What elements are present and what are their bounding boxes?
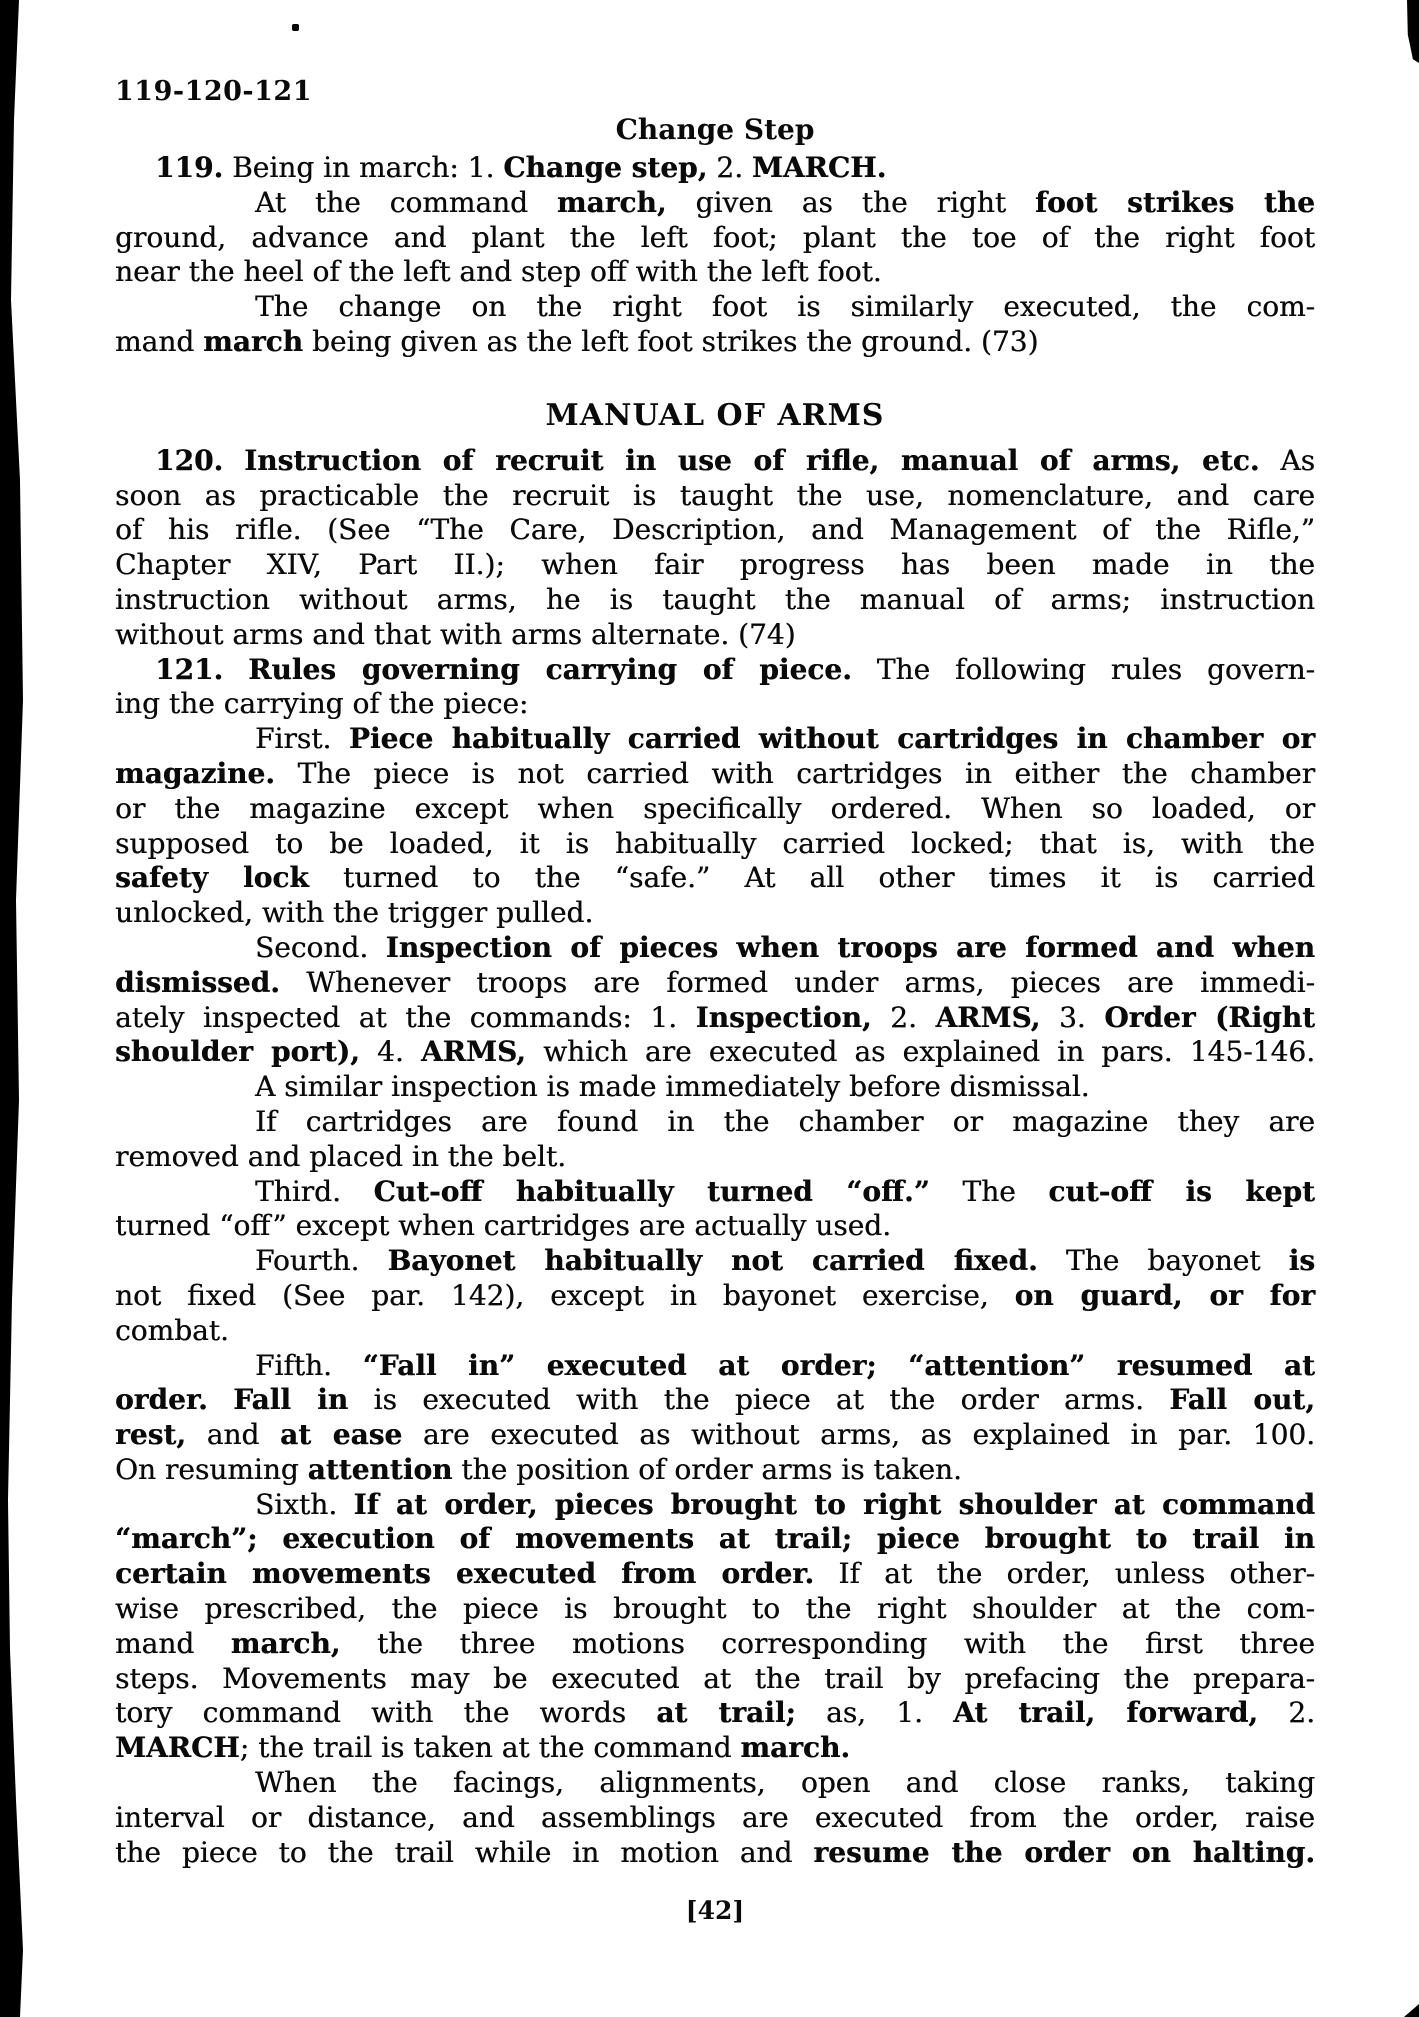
bold-text: If at order, pieces brought to right shoulder at command [353,1487,1316,1521]
text-line [115,1488,1315,1523]
text-run: combat. [115,1313,229,1347]
text-run: Sixth. [255,1487,354,1521]
text-run: At the command [255,185,557,219]
bold-text: 119. [155,151,224,184]
bold-text: attention [307,1452,453,1486]
bold-text: 121. [155,652,224,686]
text-line [115,1801,1315,1836]
text-line [115,255,1315,290]
bold-text: at trail; [656,1696,796,1730]
bold-text: ARMS, [420,1035,526,1069]
scan-mark-top-right [1403,0,1419,63]
text-run: are executed as without arms, as explained in par. 100. [402,1418,1316,1452]
text-run: tory command with the words [115,1696,657,1730]
text-line [115,479,1315,514]
text-line [115,653,1315,688]
bold-text: march. [740,1731,851,1765]
text-run: 3. [1040,1000,1105,1034]
text-line [115,1836,1315,1871]
scan-mark-bottom-right [1404,2004,1419,2017]
section-heading: Change Step [615,113,815,146]
bold-text: Fall in [233,1383,349,1417]
text-run: Third. [255,1174,374,1208]
bold-text: order. [115,1383,208,1417]
text-run: The bayonet [1037,1244,1289,1278]
text-line [115,896,1315,931]
text-line [115,325,1315,360]
text-run: ; the trail is taken at the command [239,1731,741,1765]
text-run: soon as practicable the recruit is taught the use, nomenclature, and care [115,478,1315,512]
text-line [115,966,1315,1001]
bold-text: at ease [280,1418,403,1452]
bold-text: magazine. [115,756,275,790]
text-run: steps. Movements may be executed at the trail by prefacing the prepara- [115,1661,1315,1695]
text-run: Chapter XIV, Part II.); when fair progress has been made in the [115,548,1315,582]
text-line [115,1522,1315,1557]
text-line [115,757,1315,792]
bold-text: Piece habitually carried without cartridges in chamber or [348,722,1315,756]
bold-text: march, [230,1626,341,1660]
text-line [115,618,1315,653]
text-run: On resuming [115,1452,308,1486]
text-run [223,444,244,477]
text-line [115,861,1315,896]
body-lines [115,113,1315,1870]
text-run: without arms and that with arms alternate. (74) [115,617,796,651]
text-run: given as the right [666,185,1035,219]
bold-text: foot strikes the [1034,185,1315,219]
text-line [115,1349,1315,1384]
bold-text: Instruction of recruit in use of rifle, manual of arms, etc. [244,443,1260,477]
text-line [115,1627,1315,1662]
text-line [115,1557,1315,1592]
text-line [115,827,1315,862]
text-line [115,1453,1315,1488]
text-run: 2. [871,1000,936,1034]
text-line [115,1035,1315,1070]
bold-text: dismissed. [115,965,280,999]
text-line [115,1209,1315,1244]
text-line [115,1314,1315,1349]
text-run: If at the order, unless other- [814,1557,1315,1591]
text-line [115,1001,1315,1036]
text-line [115,290,1315,325]
text-run: 4. [359,1035,421,1069]
bold-text: ARMS, [935,1000,1041,1034]
bold-text: march, [556,185,667,219]
text-run: ately inspected at the commands: 1. [115,1000,696,1034]
bold-text: Rules governing carrying of piece. [248,652,852,686]
text-run: turned to the “safe.” At all other times it is carried [308,861,1315,895]
bold-text: “Fall in” executed at order; “attention” resumed at [362,1348,1315,1382]
page-header: 119-120-121 [115,76,312,107]
text-line [115,548,1315,583]
bold-text: Bayonet habitually not carried fixed. [387,1244,1038,1278]
text-run: As [1259,443,1315,477]
text-line [115,722,1315,757]
text-line [115,1696,1315,1731]
text-run: The [929,1174,1049,1208]
text-run: Fourth. [255,1244,388,1278]
text-line [115,1766,1315,1801]
text-line [115,1592,1315,1627]
bold-text: Fall out, [1169,1383,1315,1417]
bold-text: shoulder port), [115,1035,360,1069]
text-line [115,1105,1315,1140]
binding-edge-artifact [0,0,26,2017]
bold-text: resume the order on halting. [813,1835,1315,1869]
text-run: Second. [255,930,386,964]
text-run: The piece is not carried with cartridges in either the chamber [274,756,1315,790]
text-run: which are executed as explained in pars. 145-146. [525,1035,1315,1069]
bold-text: cut-off is kept [1048,1174,1315,1208]
text-run: Whenever troops are formed under arms, pieces are immedi- [279,965,1315,999]
text-line [115,1070,1315,1105]
text-run: Fifth. [255,1348,363,1382]
text-line [115,1662,1315,1697]
text-line [115,513,1315,548]
bold-text: Inspection of pieces when troops are formed and when [385,930,1315,964]
text-run: the three motions corresponding with the first three [340,1626,1315,1660]
text-run: turned “off” except when cartridges are actually used. [115,1209,892,1243]
text-run: the piece to the trail while in motion and [115,1835,814,1869]
text-run [208,1383,233,1416]
text-column [115,76,1315,1925]
text-run: mand [115,324,204,358]
text-run: not fixed (See par. 142), except in bayonet exercise, [115,1278,1015,1312]
section-heading: MANUAL OF ARMS [545,397,885,433]
text-run: as, 1. [795,1696,954,1730]
text-line [115,1418,1315,1453]
text-line [115,1731,1315,1766]
text-run: The change on the right foot is similarly executed, the com- [255,290,1315,324]
text-run: A similar inspection is made immediately before dismissal. [255,1070,1090,1104]
bold-text: rest, [115,1418,187,1452]
text-line [115,221,1315,256]
text-run: If cartridges are found in the chamber or magazine they are [255,1104,1315,1138]
text-run: The following rules govern- [851,652,1315,686]
text-run: mand [115,1626,231,1660]
text-run [223,653,248,686]
text-run: being given as the left foot strikes the ground. (73) [303,324,1039,358]
bold-text: Inspection, [695,1000,872,1034]
text-run: ground, advance and plant the left foot; plant the toe of the right foot [115,220,1315,254]
text-run: is executed with the piece at the order arms. [348,1383,1170,1417]
text-run: the position of order arms is taken. [452,1452,962,1486]
text-line [115,687,1315,722]
text-line [115,1175,1315,1210]
text-run: removed and placed in the belt. [115,1139,567,1173]
bold-text: on guard, or for [1014,1278,1315,1312]
text-line [115,931,1315,966]
text-run: 2. [707,151,752,184]
text-run: instruction without arms, he is taught the manual of arms; instruction [115,582,1315,616]
text-run: interval or distance, and assemblings are executed from the order, raise [115,1800,1315,1834]
bold-text: Cut-off habitually turned “off.” [373,1174,930,1208]
text-line [115,444,1315,479]
bold-text: MARCH [115,1731,240,1765]
bold-text: Change step, [503,151,708,184]
ink-dot [292,24,299,31]
bold-text: Order (Right [1104,1000,1316,1034]
text-run: of his rifle. (See “The Care, Description, and Management of the Rifle,” [115,513,1315,547]
text-run: 2. [1258,1696,1315,1730]
bold-text: “march”; execution of movements at trail; piece brought to trail in [115,1522,1315,1556]
text-line [115,1244,1315,1279]
text-run: and [186,1418,281,1452]
text-run: near the heel of the left and step off with the left foot. [115,255,882,289]
text-run: Being in march: 1. [223,151,504,184]
text-run: or the magazine except when specifically ordered. When so loaded, or [115,791,1315,825]
text-line [115,792,1315,827]
text-line [115,151,1315,186]
bold-text: 120. [155,443,224,477]
text-run: supposed to be loaded, it is habitually carried locked; that is, with the [115,826,1315,860]
bold-text: MARCH. [751,151,887,184]
bold-text: certain movements executed from order. [115,1557,815,1591]
bold-text: is [1288,1244,1315,1278]
text-line [115,1140,1315,1175]
bold-text: At trail, forward, [953,1696,1259,1730]
text-run: ing the carrying of the piece: [115,687,529,721]
text-line [115,583,1315,618]
text-line [115,1383,1315,1418]
text-run: wise prescribed, the piece is brought to the right shoulder at the com- [115,1592,1315,1626]
text-run: First. [255,722,349,756]
text-line [115,186,1315,221]
page-number: [42] [685,1896,745,1926]
bold-text: safety lock [115,861,309,895]
text-run: unlocked, with the trigger pulled. [115,896,594,930]
text-line [115,1279,1315,1314]
bold-text: march [203,324,304,358]
text-run: When the facings, alignments, open and close ranks, taking [255,1766,1315,1800]
